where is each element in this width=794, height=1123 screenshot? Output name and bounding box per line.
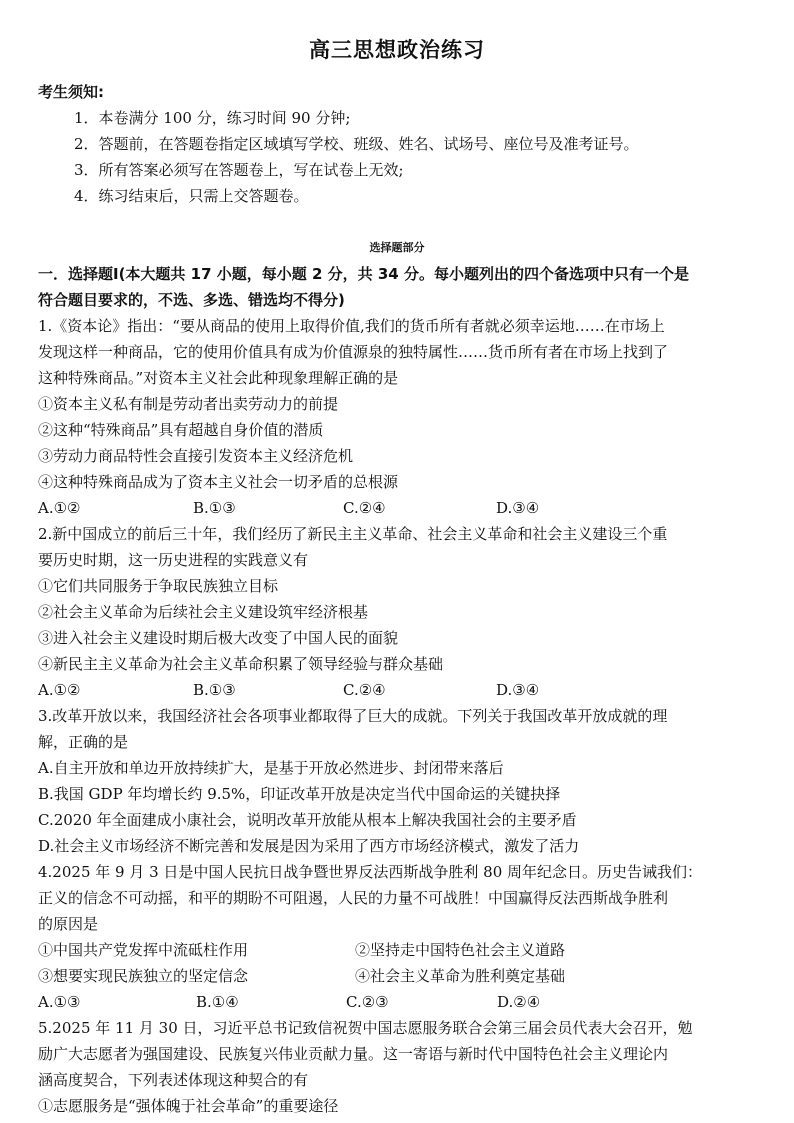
q5-statement-1: ①志愿服务是“强体魄于社会革命”的重要途径 [38, 1097, 339, 1115]
q3-stem-line2: 解，正确的是 [38, 733, 129, 751]
q1-option-a: A.①② [38, 499, 81, 517]
q4-stem-line2: 正义的信念不可动摇，和平的期盼不可阻遏，人民的力量不可战胜！中国赢得反法西斯战争胜利 [38, 889, 669, 907]
q4-statement-3: ③想要实现民族独立的坚定信念 [38, 967, 249, 985]
section-title: 选择题部分 [369, 241, 425, 254]
q4-statement-4: ④社会主义革命为胜利奠定基础 [355, 967, 566, 985]
q3-choice-c: C.2020 年全面建成小康社会，说明改革开放能从根本上解决我国社会的主要矛盾 [38, 811, 577, 829]
q1-option-c: C.②④ [343, 499, 386, 517]
q2-statement-1: ①它们共同服务于争取民族独立目标 [38, 577, 279, 595]
q1-option-d: D.③④ [496, 499, 540, 517]
q3-stem-line1: 3.改革开放以来，我国经济社会各项事业都取得了巨大的成就。下列关于我国改革开放成就的理 [38, 707, 668, 725]
notice-item-2: 2．答题前，在答题卷指定区域填写学校、班级、姓名、试场号、座位号及准考证号。 [74, 135, 639, 153]
q1-stem-line1: 1.《资本论》指出：“要从商品的使用上取得价值,我们的货币所有者就必须幸运地……在市场上 [38, 317, 665, 335]
q4-statement-1: ①中国共产党发挥中流砥柱作用 [38, 941, 249, 959]
q1-statement-3: ③劳动力商品特性会直接引发资本主义经济危机 [38, 447, 354, 465]
q3-choice-a: A.自主开放和单边开放持续扩大，是基于开放必然进步、封闭带来落后 [38, 759, 504, 777]
q1-statement-1: ①资本主义私有制是劳动者出卖劳动力的前提 [38, 395, 339, 413]
notice-item-1: 1．本卷满分 100 分，练习时间 90 分钟; [74, 109, 351, 127]
q2-statement-4: ④新民主主义革命为社会主义革命积累了领导经验与群众基础 [38, 655, 444, 673]
notice-item-3: 3．所有答案必须写在答题卷上，写在试卷上无效; [74, 161, 404, 179]
q5-stem-line2: 励广大志愿者为强国建设、民族复兴伟业贡献力量。这一寄语与新时代中国特色社会主义理论内 [38, 1045, 669, 1063]
q3-choice-d: D.社会主义市场经济不断完善和发展是因为采用了西方市场经济模式，激发了活力 [38, 837, 580, 855]
q2-statement-2: ②社会主义革命为后续社会主义建设筑牢经济根基 [38, 603, 369, 621]
q2-stem-line2: 要历史时期，这一历史进程的实践意义有 [38, 551, 309, 569]
part-one-instructions-line1: 一．选择题Ⅰ(本大题共 17 小题，每小题 2 分，共 34 分。每小题列出的四个备选项中只有一个是 [38, 265, 689, 283]
q4-option-b: B.①④ [196, 993, 239, 1011]
q4-stem-line3: 的原因是 [38, 915, 99, 933]
q4-option-a: A.①③ [38, 993, 81, 1011]
q4-stem-line1: 4.2025 年 9 月 3 日是中国人民抗日战争暨世界反法西斯战争胜利 80 周年纪念日。历史告诫我们： [38, 863, 703, 881]
q3-choice-b: B.我国 GDP 年均增长约 9.5%，印证改革开放是决定当代中国命运的关键抉择 [38, 785, 561, 803]
q2-option-b: B.①③ [193, 681, 236, 699]
q2-option-c: C.②④ [343, 681, 386, 699]
exam-title: 高三思想政治练习 [309, 38, 485, 62]
q4-statement-2: ②坚持走中国特色社会主义道路 [355, 941, 566, 959]
part-one-instructions-line2: 符合题目要求的，不选、多选、错选均不得分) [38, 291, 345, 309]
q1-statement-4: ④这种特殊商品成为了资本主义社会一切矛盾的总根源 [38, 473, 399, 491]
q4-option-d: D.②④ [497, 993, 541, 1011]
q2-stem-line1: 2.新中国成立的前后三十年，我们经历了新民主主义革命、社会主义革命和社会主义建设三个重 [38, 525, 668, 543]
q4-option-c: C.②③ [346, 993, 389, 1011]
q5-stem-line3: 涵高度契合，下列表述体现这种契合的有 [38, 1071, 309, 1089]
notice-heading: 考生须知: [38, 83, 104, 101]
q1-stem-line3: 这种特殊商品。”对资本主义社会此种现象理解正确的是 [38, 369, 399, 387]
q1-option-b: B.①③ [193, 499, 236, 517]
q2-statement-3: ③进入社会主义建设时期后极大改变了中国人民的面貌 [38, 629, 399, 647]
q5-stem-line1: 5.2025 年 11 月 30 日，习近平总书记致信祝贺中国志愿服务联合会第三届会员代表大会召开，勉 [38, 1019, 693, 1037]
q1-stem-line2: 发现这样一种商品，它的使用价值具有成为价值源泉的独特属性……货币所有者在市场上找到了 [38, 343, 669, 361]
q2-option-a: A.①② [38, 681, 81, 699]
notice-item-4: 4．练习结束后，只需上交答题卷。 [74, 187, 309, 205]
q1-statement-2: ②这种“特殊商品”具有超越自身价值的潜质 [38, 421, 324, 439]
q2-option-d: D.③④ [496, 681, 540, 699]
